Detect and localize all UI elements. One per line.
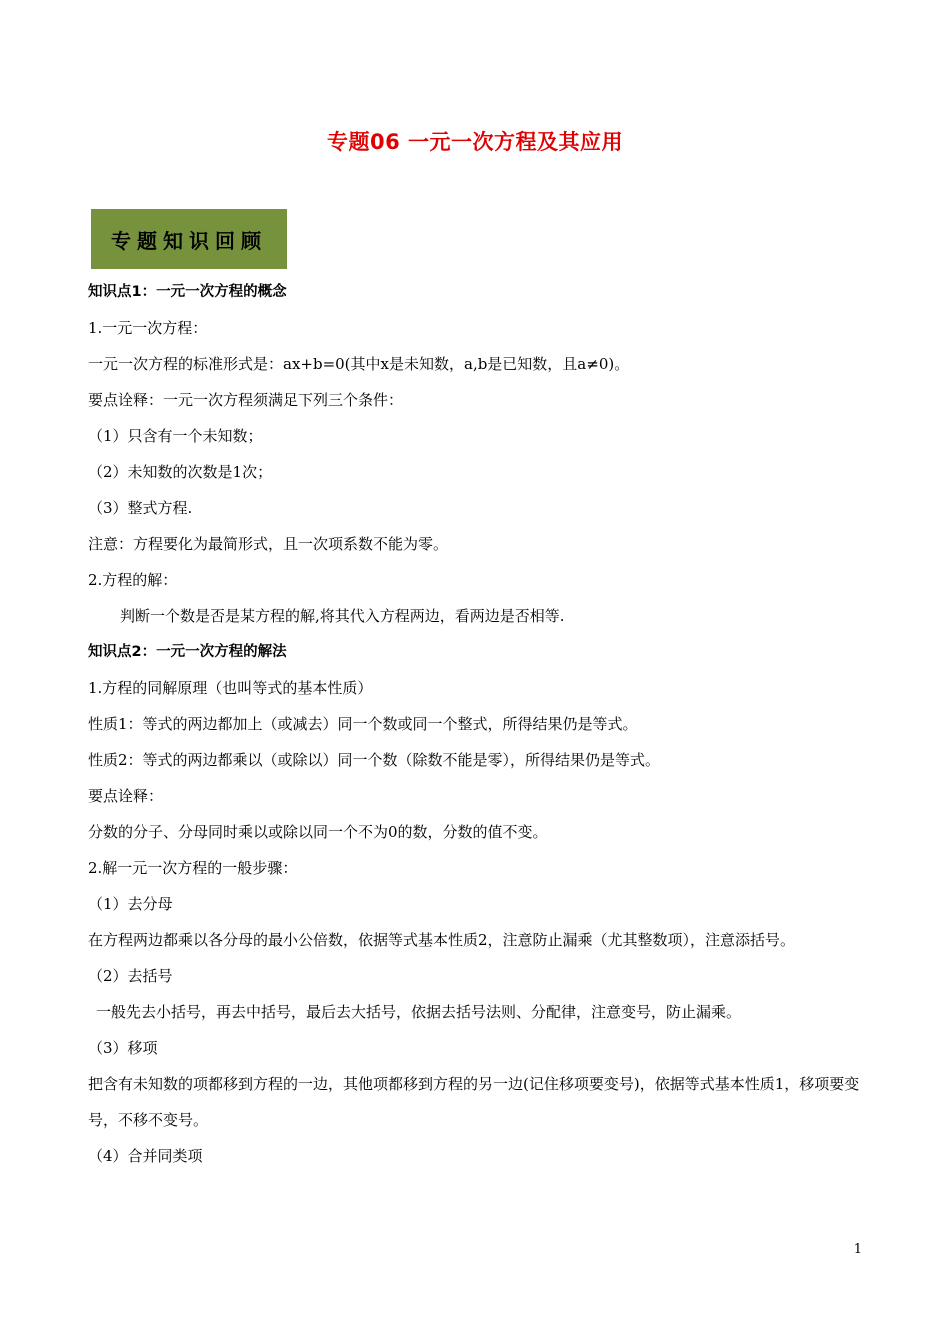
kp1-line: （2）未知数的次数是1次； (88, 463, 273, 481)
kp1-line: 一元一次方程的标准形式是：ax+b=0(其中x是未知数，a,b是已知数，且a≠0)。 (88, 355, 630, 373)
page-title: 专题06 一元一次方程及其应用 (326, 130, 624, 154)
section-banner-label: 专题知识回顾 (111, 228, 267, 253)
kp2-line: 在方程两边都乘以各分母的最小公倍数，依据等式基本性质2，注意防止漏乘（尤其整数项），注意添括号。 (88, 931, 796, 949)
kp2-line: 一般先去小括号，再去中括号，最后去大括号，依据去括号法则、分配律，注意变号，防止漏乘。 (96, 1003, 742, 1021)
kp1-line: 注意：方程要化为最简形式，且一次项系数不能为零。 (88, 535, 449, 553)
kp2-line: （1）去分母 (88, 895, 173, 913)
kp2-line: 分数的分子、分母同时乘以或除以同一个不为0的数，分数的值不变。 (88, 823, 548, 841)
kp2-line: （2）去括号 (88, 967, 173, 985)
kp1-line: 1.一元一次方程： (88, 319, 208, 337)
kp1-heading: 知识点1：一元一次方程的概念 (88, 284, 287, 300)
kp2-line: 2.解一元一次方程的一般步骤： (88, 859, 298, 877)
kp1-line: 要点诠释：一元一次方程须满足下列三个条件： (88, 391, 404, 409)
kp1-line: 2.方程的解： (88, 571, 178, 589)
kp1-line: 判断一个数是否是某方程的解,将其代入方程两边，看两边是否相等. (120, 607, 565, 625)
kp1-line: （3）整式方程. (88, 499, 193, 517)
kp2-line: 把含有未知数的项都移到方程的一边，其他项都移到方程的另一边(记住移项要变号)，依据等式基本性质1，移项要变号，不移不变号。 (88, 1075, 860, 1129)
kp2-line: 要点诠释： (88, 787, 164, 805)
kp2-line: （3）移项 (88, 1039, 158, 1057)
kp2-line: 性质2：等式的两边都乘以（或除以）同一个数（除数不能是零），所得结果仍是等式。 (88, 751, 661, 769)
kp2-line: （4）合并同类项 (88, 1147, 203, 1165)
section-banner (91, 209, 287, 269)
page-number: 1 (853, 1242, 862, 1257)
kp2-line: 性质1：等式的两边都加上（或减去）同一个数或同一个整式，所得结果仍是等式。 (88, 715, 638, 733)
kp2-heading: 知识点2：一元一次方程的解法 (88, 644, 287, 660)
document-body (88, 274, 866, 1174)
kp1-line: （1）只含有一个未知数； (88, 427, 263, 445)
kp2-line: 1.方程的同解原理（也叫等式的基本性质） (88, 679, 373, 697)
